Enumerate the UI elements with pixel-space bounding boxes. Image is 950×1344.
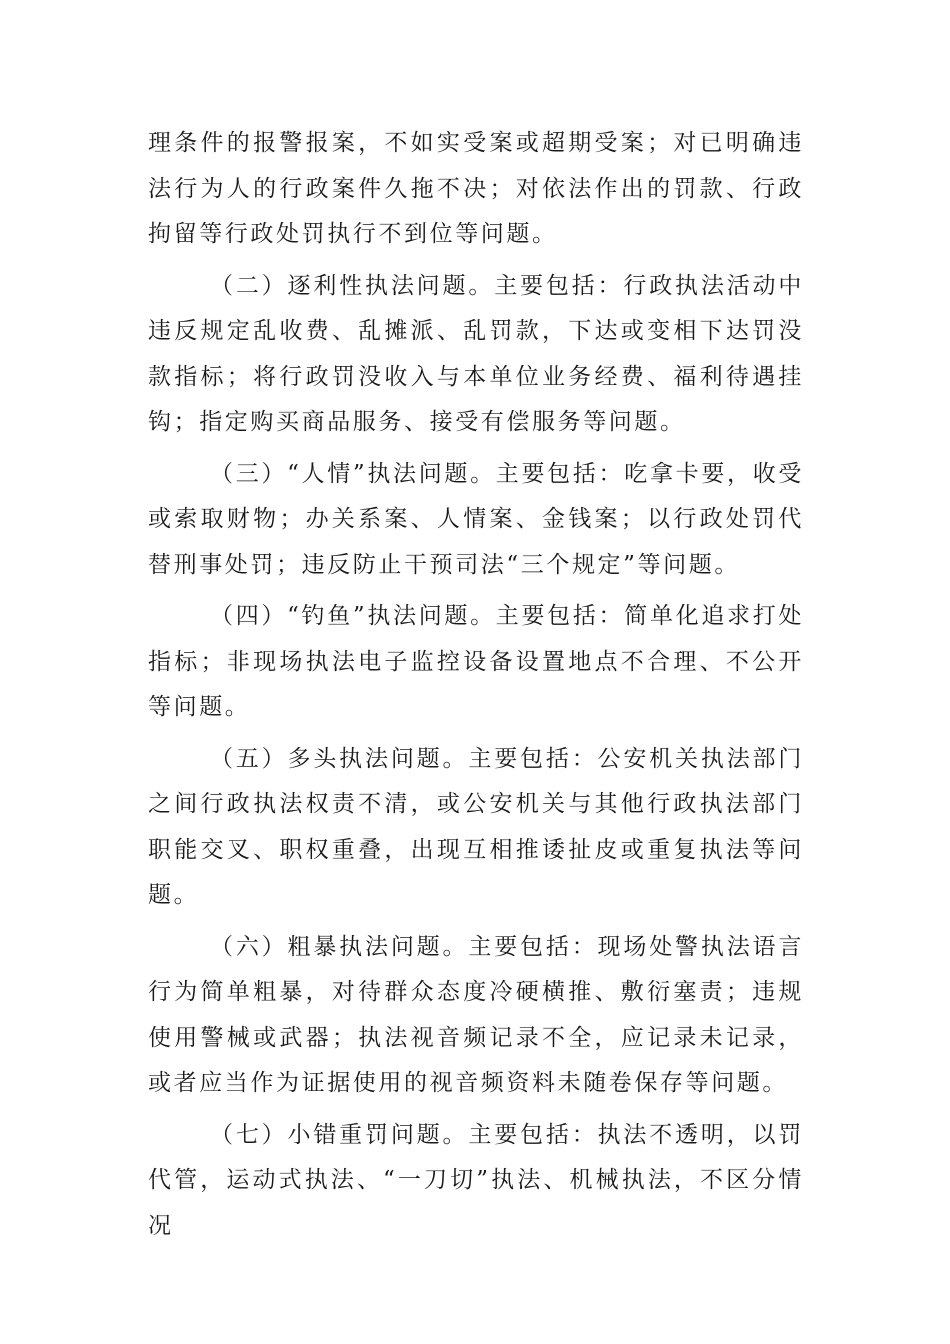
paragraph-item-3: （三）“人情”执法问题。主要包括：吃拿卡要，收受或索取财物；办关系案、人情案、金钱案；以行政处罚代替刑事处罚；违反防止干预司法“三个规定”等问题。: [148, 460, 804, 578]
document-body: [148, 121, 804, 1255]
paragraph-item-6: （六）粗暴执法问题。主要包括：现场处警执法语言行为简单粗暴，对待群众态度冷硬横推、敷衍塞责；违规使用警械或武器；执法视音频记录不全，应记录未记录，或者应当作为证据使用的视音频资料未随卷保存等问题。: [148, 933, 804, 1096]
paragraph-item-7: （七）小错重罚问题。主要包括：执法不透明，以罚代管，运动式执法、“一刀切”执法、机械执法，不区分情况: [148, 1121, 804, 1239]
paragraph-item-5: （五）多头执法问题。主要包括：公安机关执法部门之间行政执法权责不清，或公安机关与其他行政执法部门职能交叉、职权重叠，出现互相推诿扯皮或重复执法等问题。: [148, 745, 804, 908]
paragraph-item-4: （四）“钓鱼”执法问题。主要包括：简单化追求打处指标；非现场执法电子监控设备设置地点不合理、不公开等问题。: [148, 603, 804, 720]
paragraph-item-2: （二）逐利性执法问题。主要包括：行政执法活动中违反规定乱收费、乱摊派、乱罚款，下达或变相下达罚没款指标；将行政罚没收入与本单位业务经费、福利待遇挂钩；指定购买商品服务、接受有偿服务等问题。: [148, 272, 804, 435]
paragraph-continued: 理条件的报警报案，不如实受案或超期受案；对已明确违法行为人的行政案件久拖不决；对依法作出的罚款、行政拘留等行政处罚执行不到位等问题。: [148, 130, 804, 247]
